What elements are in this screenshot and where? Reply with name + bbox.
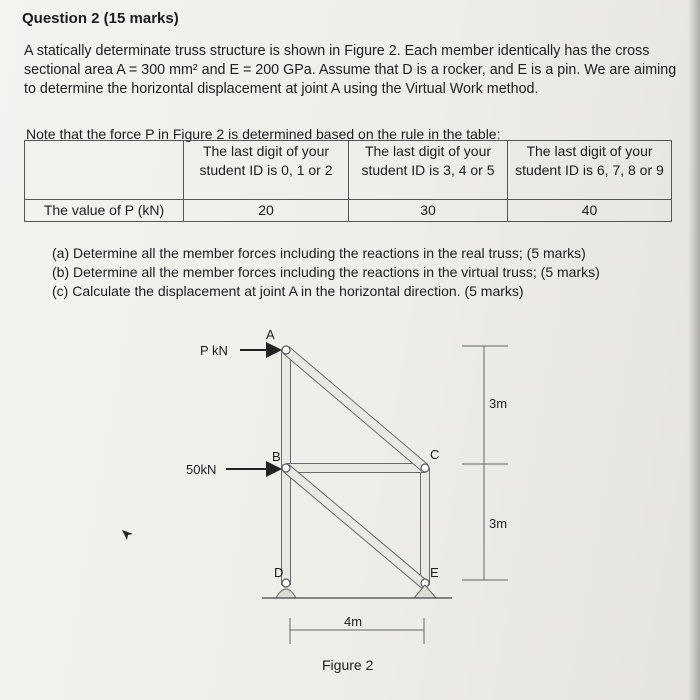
part-c: (c) Calculate the displacement at joint A in the horizontal direction. (5 marks) — [52, 283, 524, 299]
load-label-p: P kN — [200, 343, 228, 358]
table-header-cell: The last digit of your student ID is 0, 1 or 2 — [184, 141, 349, 200]
joint-a — [282, 346, 290, 354]
node-label-e: E — [430, 565, 439, 580]
table-header-cell: The last digit of your student ID is 6, 7, 8 or 9 — [508, 141, 672, 200]
question-heading: Question 2 (15 marks) — [22, 10, 179, 27]
table-note: Note that the force P in Figure 2 is determined based on the rule in the table: — [26, 126, 501, 142]
part-a: (a) Determine all the member forces including the reactions in the real truss; (5 marks) — [52, 245, 586, 261]
dim-label-lower: 3m — [489, 516, 508, 531]
joint-d — [282, 579, 290, 587]
rocker-support-d — [276, 589, 296, 598]
question-intro: A statically determinate truss structure is shown in Figure 2. Each member identically has the cross sectional area A = 300 mm² and E = 200 GPa. Assume that D is a rocker, and E is a pin. We are aiming to determine the horizontal displacement at joint A using the Virtual Work method. — [24, 43, 677, 97]
load-label-50kn: 50kN — [186, 462, 217, 477]
joint-b — [282, 464, 290, 472]
part-b: (b) Determine all the member forces including the reactions in the virtual truss; (5 marks) — [52, 264, 600, 280]
table-value-cell: 40 — [508, 200, 672, 222]
node-label-b: B — [272, 449, 281, 464]
figure-caption: Figure 2 — [322, 657, 374, 673]
table-value-cell: 30 — [349, 200, 508, 222]
pin-support-e — [414, 585, 436, 598]
table-value-cell: 20 — [184, 200, 349, 222]
node-label-c: C — [430, 447, 440, 462]
table-row-label: The value of P (kN) — [25, 200, 184, 222]
joint-c — [421, 464, 429, 472]
node-label-a: A — [266, 327, 275, 342]
table-header-cell: The last digit of your student ID is 3, 4 or 5 — [349, 141, 508, 200]
page-edge-shadow — [688, 0, 700, 700]
dim-label-upper: 3m — [489, 396, 508, 411]
node-label-d: D — [274, 565, 284, 580]
vertical-dimension — [462, 346, 508, 580]
truss-members — [286, 350, 425, 585]
dim-label-width: 4m — [344, 614, 363, 629]
mouse-cursor-icon — [121, 528, 135, 542]
